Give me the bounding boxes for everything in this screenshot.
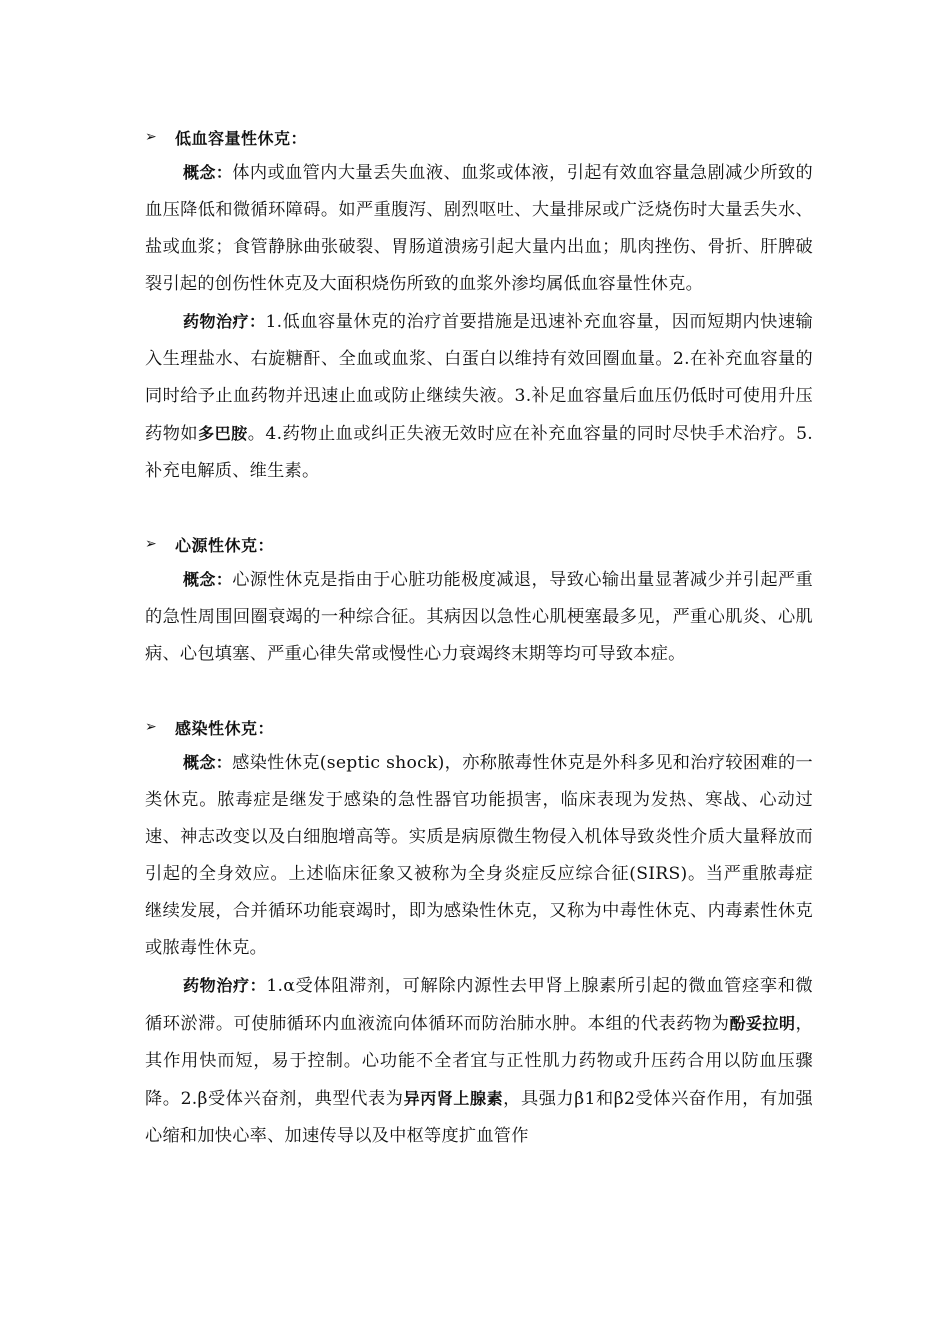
section-septic-shock	[145, 710, 813, 1155]
section-heading	[145, 120, 813, 154]
section-spacer	[145, 673, 813, 710]
treatment-text: 1.低血容量休克的治疗首要措施是迅速补充血容量，因而短期内快速输入生理盐水、右旋糖酐、全血或血浆、白蛋白以维持有效回圈血量。2.在补充血容量的同时给予止血药物并迅速止血或防止继续失液。3.补足血容量后血压仍低时可使用升压药物如	[145, 312, 813, 444]
section-cardiogenic-shock	[145, 527, 813, 673]
treatment-label: 药物治疗：	[183, 976, 267, 995]
concept-text: 感染性休克(septic shock)，亦称脓毒性休克是外科多见和治疗较困难的一类休克。脓毒症是继发于感染的急性器官功能损害，临床表现为发热、寒战、心动过速、神志改变以及白细胞增高等。实质是病原微生物侵入机体导致炎性介质大量释放而引起的全身效应。上述临床征象又被称为全身炎症反应综合征(SIRS)。当严重脓毒症继续发展，合并循环功能衰竭时，即为感染性休克，又称为中毒性休克、内毒素性休克或脓毒性休克。	[145, 753, 813, 958]
treatment-text: ，其作用快而短，易于控制。心功能不全者宜与正性肌力药物或升压药合用以防血压骤降。2.β受体兴奋剂，典型代表为	[145, 1014, 813, 1109]
concept-text: 心源性休克是指由于心脏功能极度减退，导致心输出量显著减少并引起严重的急性周围回圈衰竭的一种综合征。其病因以急性心肌梗塞最多见，严重心肌炎、心肌病、心包填塞、严重心律失常或慢性心力衰竭终末期等均可导致本症。	[145, 570, 813, 664]
concept-paragraph	[145, 154, 813, 303]
heading-text: 心源性休克：	[175, 535, 275, 555]
drug-name: 异丙肾上腺素	[403, 1089, 504, 1108]
drug-name: 多巴胺	[198, 424, 248, 443]
arrow-bullet-icon: ➢	[145, 536, 158, 552]
treatment-text: 1.α受体阻滞剂，可解除内源性去甲肾上腺素所引起的微血管痉挛和微循环淤滞。可使肺循环内血液流向体循环而防治肺水肿。本组的代表药物为	[145, 976, 813, 1034]
treatment-text: 。4.药物止血或纠正失液无效时应在补充血容量的同时尽快手术治疗。5.补充电解质、维生素。	[145, 424, 813, 481]
section-heading	[145, 710, 813, 744]
concept-label: 概念：	[183, 570, 233, 589]
arrow-bullet-icon: ➢	[145, 719, 158, 735]
drug-name: 酚妥拉明	[729, 1014, 796, 1033]
concept-paragraph	[145, 561, 813, 673]
section-hypovolemic-shock	[145, 120, 813, 490]
section-spacer	[145, 490, 813, 527]
concept-paragraph	[145, 744, 813, 967]
treatment-label: 药物治疗：	[183, 312, 266, 331]
document-page	[145, 120, 813, 1155]
treatment-paragraph	[145, 967, 813, 1155]
section-heading	[145, 527, 813, 561]
concept-text: 体内或血管内大量丢失血液、血浆或体液，引起有效血容量急剧减少所致的血压降低和微循环障碍。如严重腹泻、剧烈呕吐、大量排尿或广泛烧伤时大量丢失水、盐或血浆；食管静脉曲张破裂、胃肠道溃疡引起大量内出血；肌肉挫伤、骨折、肝脾破裂引起的创伤性休克及大面积烧伤所致的血浆外渗均属低血容量性休克。	[145, 163, 813, 294]
concept-label: 概念：	[183, 163, 233, 182]
arrow-bullet-icon: ➢	[145, 129, 158, 145]
heading-text: 感染性休克：	[175, 718, 275, 738]
treatment-paragraph	[145, 303, 813, 490]
concept-label: 概念：	[183, 753, 233, 772]
treatment-text: ，具强力β1和β2受体兴奋作用，有加强心缩和加快心率、加速传导以及中枢等度扩血管作	[145, 1089, 813, 1146]
heading-text: 低血容量性休克：	[175, 128, 308, 148]
